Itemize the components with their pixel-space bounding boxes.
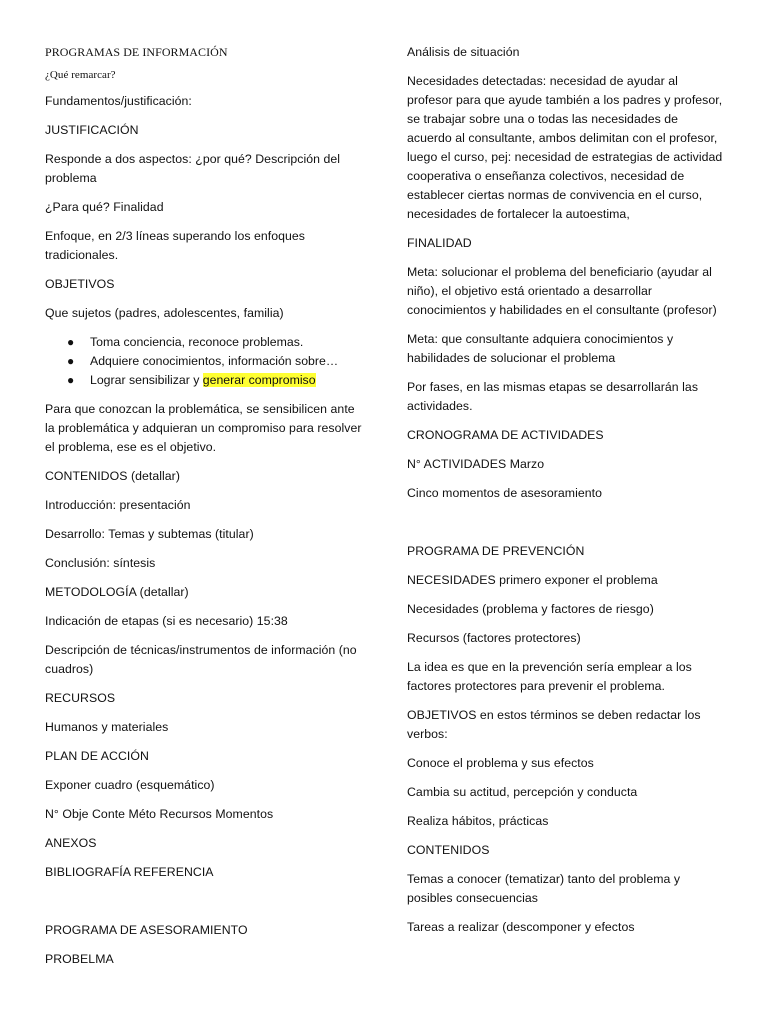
right-column — [407, 43, 725, 947]
paragraph-desarrollo: Desarrollo: Temas y subtemas (titular) — [45, 527, 254, 541]
paragraph-necesidades-factores: Necesidades (problema y factores de riesgo) — [407, 602, 654, 616]
paragraph-introduccion: Introducción: presentación — [45, 498, 191, 512]
spacer — [45, 892, 363, 921]
list-item-text: Lograr sensibilizar y — [90, 373, 203, 387]
left-column — [45, 43, 363, 979]
paragraph-actividades: N° ACTIVIDADES Marzo — [407, 457, 545, 471]
heading-bibliografia: BIBLIOGRAFÍA REFERENCIA — [45, 865, 214, 879]
heading-contenidos: CONTENIDOS (detallar) — [45, 469, 180, 483]
heading-prevencion: PROGRAMA DE PREVENCIÓN — [407, 544, 585, 558]
paragraph-columnas: N° Obje Conte Méto Recursos Momentos — [45, 807, 274, 821]
objectives-list — [45, 333, 363, 390]
paragraph-recursos-factores: Recursos (factores protectores) — [407, 631, 581, 645]
highlighted-text: generar compromiso — [202, 373, 316, 387]
paragraph-analisis: Análisis de situación — [407, 45, 520, 59]
list-item — [45, 371, 363, 390]
paragraph-indicacion: Indicación de etapas (si es necesario) 15:38 — [45, 614, 288, 628]
bullet-icon: ● — [67, 354, 75, 368]
heading-metodologia: METODOLOGÍA (detallar) — [45, 585, 189, 599]
paragraph-descripcion: Descripción de técnicas/instrumentos de información (no cuadros) — [45, 643, 357, 676]
paragraph-sujetos: Que sujetos (padres, adolescentes, familia) — [45, 306, 284, 320]
heading-justificacion: JUSTIFICACIÓN — [45, 123, 139, 137]
paragraph-fundamentos: Fundamentos/justificación: — [45, 94, 192, 108]
paragraph-conclusion: Conclusión: síntesis — [45, 556, 156, 570]
paragraph-necesidades-primero: NECESIDADES primero exponer el problema — [407, 573, 658, 587]
spacer — [407, 513, 725, 542]
paragraph-exponer: Exponer cuadro (esquemático) — [45, 778, 215, 792]
paragraph-responde: Responde a dos aspectos: ¿por qué? Descripción del problema — [45, 152, 341, 185]
bullet-icon: ● — [67, 373, 75, 387]
heading-contenidos-right: CONTENIDOS — [407, 843, 490, 857]
heading-asesoramiento: PROGRAMA DE ASESORAMIENTO — [45, 923, 248, 937]
paragraph-cinco-momentos: Cinco momentos de asesoramiento — [407, 486, 602, 500]
heading-plan-accion: PLAN DE ACCIÓN — [45, 749, 149, 763]
paragraph-tareas: Tareas a realizar (descomponer y efectos — [407, 920, 635, 934]
list-item — [45, 352, 363, 371]
list-item-text: Adquiere conocimientos, información sobre… — [90, 354, 339, 368]
paragraph-para-que-conozcan: Para que conozcan la problemática, se sensibilicen ante la problemática y adquieran un compromiso para resolver el problema, ese es el objetivo. — [45, 402, 362, 454]
paragraph-objetivos-terminos: OBJETIVOS en estos términos se deben redactar los verbos: — [407, 708, 701, 741]
heading-cronograma: CRONOGRAMA DE ACTIVIDADES — [407, 428, 604, 442]
heading-finalidad: FINALIDAD — [407, 236, 472, 250]
paragraph-enfoque: Enfoque, en 2/3 líneas superando los enfoques tradicionales. — [45, 229, 305, 262]
list-item — [45, 333, 363, 352]
heading-objetivos: OBJETIVOS — [45, 277, 115, 291]
paragraph-para-que: ¿Para qué? Finalidad — [45, 200, 164, 214]
bullet-icon: ● — [67, 335, 75, 349]
paragraph-temas: Temas a conocer (tematizar) tanto del problema y posibles consecuencias — [407, 872, 681, 905]
paragraph-necesidades-detectadas: Necesidades detectadas: necesidad de ayudar al profesor para que ayude también a los padres y profesor, se trabajar sobre una o todas las necesidades de acuerdo al consultante, ambos delimitan con el profesor, luego el curso, pej: necesidad de estrategias de actividad cooperativa o enseñanza colectivos, necesidad de establecer ciertas normas de convivencia en el curso, necesidades de fortalecer la autoestima, — [407, 74, 723, 221]
paragraph-humanos: Humanos y materiales — [45, 720, 169, 734]
paragraph-meta-2: Meta: que consultante adquiera conocimientos y habilidades de solucionar el problema — [407, 332, 674, 365]
section-title: PROGRAMAS DE INFORMACIÓN — [45, 45, 228, 59]
heading-probelma: PROBELMA — [45, 952, 114, 966]
heading-anexos: ANEXOS — [45, 836, 97, 850]
paragraph-realiza: Realiza hábitos, prácticas — [407, 814, 549, 828]
paragraph-meta-1: Meta: solucionar el problema del beneficiario (ayudar al niño), el objetivo está orientado a desarrollar conocimientos y habilidades en el consultante (profesor) — [407, 265, 717, 317]
section-subtitle: ¿Qué remarcar? — [45, 69, 116, 81]
paragraph-idea: La idea es que en la prevención sería emplear a los factores protectores para prevenir el problema. — [407, 660, 692, 693]
paragraph-fases: Por fases, en las mismas etapas se desarrollarán las actividades. — [407, 380, 699, 413]
paragraph-conoce: Conoce el problema y sus efectos — [407, 756, 594, 770]
paragraph-cambia: Cambia su actitud, percepción y conducta — [407, 785, 638, 799]
heading-recursos: RECURSOS — [45, 691, 116, 705]
list-item-text: Toma conciencia, reconoce problemas. — [90, 335, 304, 349]
